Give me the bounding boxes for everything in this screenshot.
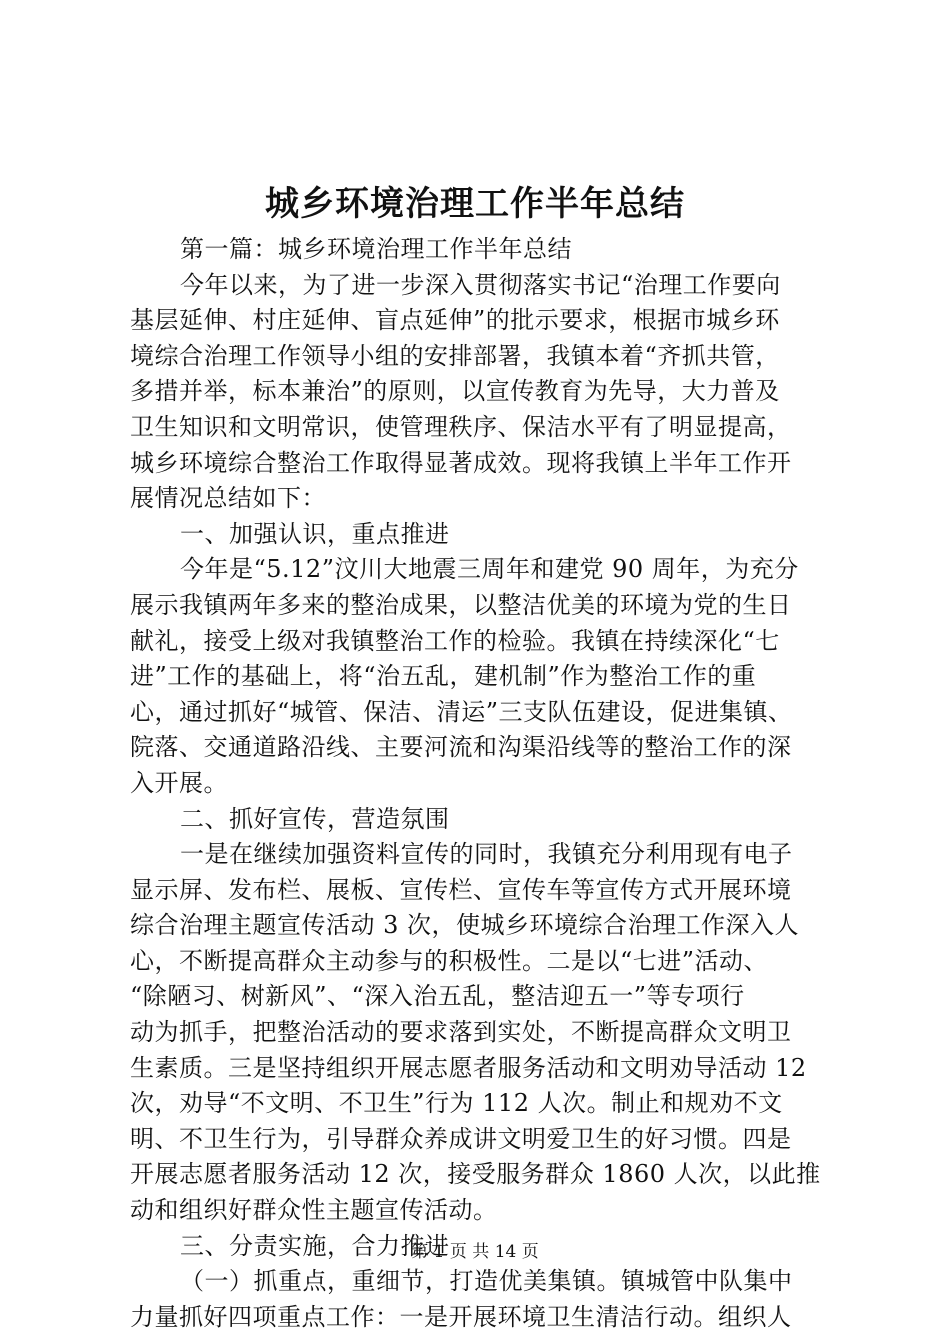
text-line: 综合治理主题宣传活动 3 次，使城乡环境综合治理工作深入人: [130, 911, 800, 940]
text-line: 明、不卫生行为，引导群众养成讲文明爱卫生的好习惯。四是: [130, 1124, 792, 1153]
text-line: 基层延伸、村庄延伸、盲点延伸”的批示要求，根据市城乡环: [130, 306, 780, 335]
text-line: 力量抓好四项重点工作：一是开展环境卫生清洁行动。组织人: [130, 1302, 792, 1331]
text-line: 开展志愿者服务活动 12 次，接受服务群众 1860 人次，以此推: [130, 1160, 821, 1189]
text-line: 心，不断提高群众主动参与的积极性。二是以“七进”活动、: [130, 946, 769, 975]
text-line: 一、加强认识，重点推进: [180, 519, 450, 548]
text-line: 城乡环境综合整治工作取得显著成效。现将我镇上半年工作开: [130, 448, 792, 477]
text-line: 心，通过抓好“城管、保洁、清运”三支队伍建设，促进集镇、: [130, 697, 793, 726]
text-line: 展情况总结如下：: [130, 484, 326, 513]
document-title: 城乡环境治理工作半年总结: [265, 184, 685, 224]
text-line: 三、分责实施，合力推进: [180, 1231, 450, 1260]
text-line: 院落、交通道路沿线、主要河流和沟渠沿线等的整治工作的深: [130, 733, 792, 762]
text-line: 入开展。: [130, 768, 228, 797]
text-line: 展示我镇两年多来的整治成果，以整洁优美的环境为党的生日: [130, 590, 792, 619]
text-line: 动和组织好群众性主题宣传活动。: [130, 1196, 498, 1225]
text-line: 今年以来，为了进一步深入贯彻落实书记“治理工作要向: [180, 270, 781, 299]
text-line: 次，劝导“不文明、不卫生”行为 112 人次。制止和规劝不文: [130, 1089, 783, 1118]
text-line: 进”工作的基础上，将“治五乱，建机制”作为整治工作的重: [130, 662, 757, 691]
text-line: 卫生知识和文明常识，使管理秩序、保洁水平有了明显提高，: [130, 412, 792, 441]
document-body: [130, 232, 830, 1335]
text-line: 境综合治理工作领导小组的安排部署，我镇本着“齐抓共管，: [130, 341, 780, 370]
text-line: 多措并举，标本兼治”的原则，以宣传教育为先导，大力普及: [130, 377, 780, 406]
text-line: “除陋习、树新风”、“深入治五乱，整洁迎五一”等专项行: [130, 982, 745, 1011]
text-line: 二、抓好宣传，营造氛围: [180, 804, 450, 833]
text-line: 一是在继续加强资料宣传的同时，我镇充分利用现有电子: [180, 840, 793, 869]
text-line: 生素质。三是坚持组织开展志愿者服务活动和文明劝导活动 12: [130, 1053, 807, 1082]
text-line: 动为抓手，把整治活动的要求落到实处，不断提高群众文明卫: [130, 1018, 792, 1047]
text-line: 献礼，接受上级对我镇整治工作的检验。我镇在持续深化“七: [130, 626, 780, 655]
text-line: 显示屏、发布栏、展板、宣传栏、宣传车等宣传方式开展环境: [130, 875, 792, 904]
text-line: （一）抓重点，重细节，打造优美集镇。镇城管中队集中: [180, 1267, 793, 1296]
text-line: 第一篇：城乡环境治理工作半年总结: [180, 235, 572, 263]
text-line: 今年是“5.12”汶川大地震三周年和建党 90 周年，为充分: [180, 555, 799, 584]
page-footer: 第 1 页 共 14 页: [411, 1242, 539, 1262]
